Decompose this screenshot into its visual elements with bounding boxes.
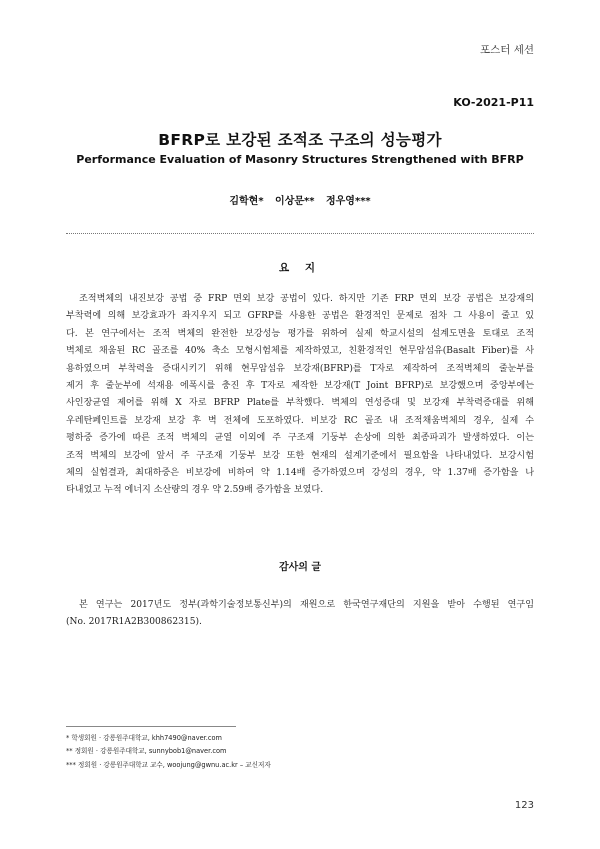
abstract-line: 부착력에 의해 보강효과가 좌지우지 되고 GFRP를 사용한 공법은 환경적인 문제로 점차 그 사용이 줄고 있 (66, 311, 534, 322)
abstract-line: 타내었고 누적 에너지 소산량의 경우 약 2.59배 증가함을 보였다. (66, 485, 324, 496)
footnote-1: * 학생회원 · 강릉원주대학교, khh7490@naver.com (66, 734, 222, 742)
page-number: 123 (514, 800, 534, 811)
footnote-2: ** 정회원 · 강릉원주대학교, sunnybob1@naver.com (66, 747, 227, 756)
acknowledgment-line: (No. 2017R1A2B300862315). (66, 617, 202, 628)
abstract-line: 조적벽체의 내진보강 공법 중 FRP 면외 보강 공법이 있다. 하지만 기존 FRP 면외 보강 공법은 보강재의 (79, 294, 534, 304)
abstract-line: 조적 벽체의 보강에 앞서 주 구조재 기둥부 보강 또한 현재의 설계기준에서 필요함을 나타내었다. 보강시험 (66, 450, 534, 461)
abstract-line: 체의 실험결과, 최대하중은 비보강에 비하여 약 1.14배 증가하였으며 강성의 경우, 약 1.37배 증가함을 나 (66, 467, 534, 478)
abstract-heading: 요 지 (279, 262, 321, 274)
abstract-line: 사인장균열 제어를 위해 X 자로 BFRP Plate를 부착했다. 벽체의 연성증대 및 보강재 부착력증대를 위해 (66, 398, 534, 409)
abstract-line: 제거 후 줄눈부에 석재용 에폭시를 충진 후 T자로 제작한 보강재(T Joint BFRP)로 보강했으며 중앙부에는 (66, 380, 534, 391)
abstract-line: 벽체로 채움된 RC 골조를 40% 축소 모형시험체를 제작하였고, 친환경적인 현무암섬유(Basalt Fiber)를 사 (66, 346, 534, 357)
abstract-line: 다. 본 연구에서는 조적 벽체의 완전한 보강성능 평가를 위하여 실제 학교시설의 설계도면을 토대로 조적 (66, 328, 534, 339)
session-label: 포스터 세션 (479, 44, 534, 56)
paper-code: KO-2021-P11 (453, 96, 534, 109)
author-list (0, 192, 600, 207)
abstract-line: 평하중 증가에 따른 조적 벽체의 균열 이외에 주 구조재 기둥부 손상에 의한 최종파괴가 발생하였다. 이는 (66, 433, 534, 444)
footnotes (66, 732, 534, 772)
author-3: 정우영*** (325, 196, 371, 207)
title-english: Performance Evaluation of Masonry Structures Strengthened with BFRP (76, 153, 524, 166)
abstract-line: 우레탄페인트를 보강재 보강 후 벽 전체에 도포하였다. 비보강 RC 골조 내 조적채움벽체의 경우, 실제 수 (66, 415, 534, 426)
acknowledgment-heading: 감사의 글 (278, 562, 322, 573)
author-1: 김학현* (229, 196, 264, 207)
footnote-rule (66, 726, 236, 727)
acknowledgment-body (66, 597, 534, 632)
author-2: 이상문** (275, 196, 315, 207)
abstract-line: 용하였으며 부착력을 증대시키기 위해 현무암섬유 보강재(BFRP)를 T자로 제작하여 조적벽체의 줄눈부를 (66, 363, 534, 374)
acknowledgment-line: 본 연구는 2017년도 정부(과학기술정보통신부)의 재원으로 한국연구재단의 지원을 받아 수행된 연구임 (79, 600, 534, 610)
footnote-3: *** 정회원 · 강릉원주대학교 교수, woojung@gwnu.ac.kr – 교신저자 (66, 760, 271, 769)
abstract-body (66, 291, 534, 500)
title-korean: BFRP로 보강된 조적조 구조의 성능평가 (158, 131, 442, 149)
section-divider (66, 233, 534, 234)
